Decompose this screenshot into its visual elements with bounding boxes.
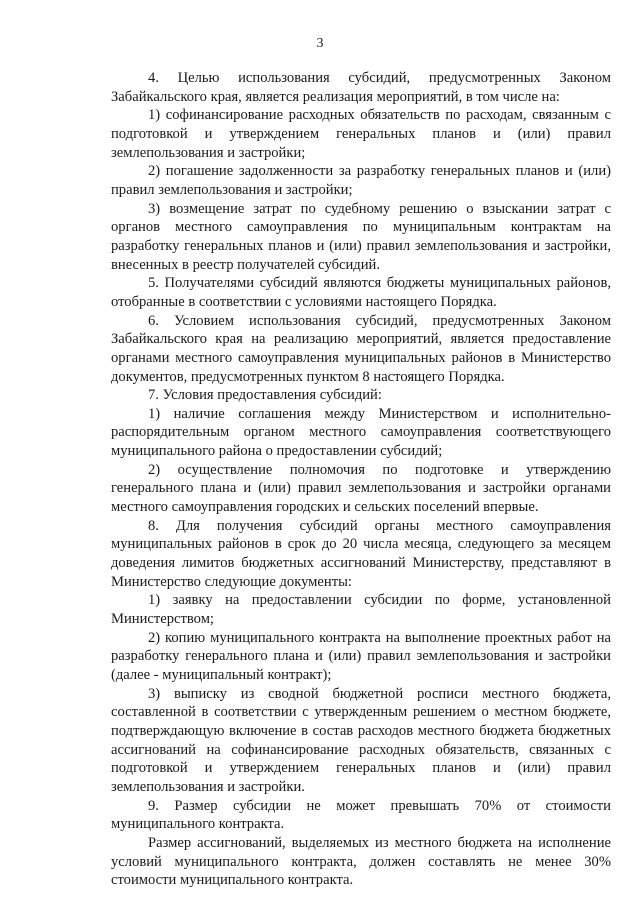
paragraph-8-item-1: 1) заявку на предоставлении субсидии по форме, установленной Министерством; xyxy=(111,592,611,628)
paragraph-5: 5. Получателями субсидий являются бюджеты муниципальных районов, отобранные в соответствии с условиями настоящего Порядка. xyxy=(111,275,611,310)
paragraph-4-item-2: 2) погашение задолженности за разработку генеральных планов и (или) правил землепользования и застройки; xyxy=(111,163,611,198)
paragraph-8-item-3: 3) выписку из сводной бюджетной росписи местного бюджета, составленной в соответствии с утвержденным решением о местном бюджете, подтверждающую включение в состав расходов местного бюджета бюджетных ассигнований на софинансирование расходных обязательств, связанных с подготовкой и утверждением генеральных планов и (или) правил землепользования и застройки. xyxy=(111,685,611,795)
paragraph-8-item-2: 2) копию муниципального контракта на выполнение проектных работ на разработку генерального плана и (или) правил землепользования и застройки (далее - муниципальный контракт); xyxy=(111,629,611,683)
document-body xyxy=(111,69,611,890)
paragraph-6: 6. Условием использования субсидий, предусмотренных Законом Забайкальского края на реализацию мероприятий, является предоставление органами местного самоуправления муниципальных районов в Министерство документов, предусмотренных пунктом 8 настоящего Порядка. xyxy=(111,312,611,385)
paragraph-7-item-2: 2) осуществление полномочия по подготовке и утверждению генерального плана и (или) правил землепользования и застройки органами местного самоуправления городских и сельских поселений впервые. xyxy=(111,461,611,516)
page-number: 3 xyxy=(316,36,324,51)
paragraph-4-item-3: 3) возмещение затрат по судебному решению о взыскании затрат с органов местного самоуправления по муниципальным контрактам на разработку генеральных планов и (или) правил землепользования и застройки, внесенных в реестр получателей субсидий. xyxy=(111,200,611,273)
paragraph-9: 9. Размер субсидии не может превышать 70% от стоимости муниципального контракта. xyxy=(111,797,611,833)
paragraph-7-item-1: 1) наличие соглашения между Министерством и исполнительно-распорядительным органом местного самоуправления соответствующего муниципального района о предоставлении субсидий; xyxy=(111,405,611,460)
paragraph-7-intro: 7. Условия предоставления субсидий: xyxy=(148,387,382,404)
paragraph-8-intro: 8. Для получения субсидий органы местного самоуправления муниципальных районов в срок до 20 числа месяца, следующего за месяцем доведения лимитов бюджетных ассигнований Министерству, представляют в Министерство следующие документы: xyxy=(111,517,611,590)
paragraph-4-intro: 4. Целью использования субсидий, предусмотренных Законом Забайкальского края, является реализация мероприятий, в том числе на: xyxy=(111,70,611,105)
paragraph-9-continuation: Размер ассигнований, выделяемых из местного бюджета на исполнение условий муниципального контракта, должен составлять не менее 30% стоимости муниципального контракта. xyxy=(111,834,611,889)
paragraph-4-item-1: 1) софинансирование расходных обязательств по расходам, связанным с подготовкой и утверждением генеральных планов и (или) правил землепользования и застройки; xyxy=(111,107,611,161)
